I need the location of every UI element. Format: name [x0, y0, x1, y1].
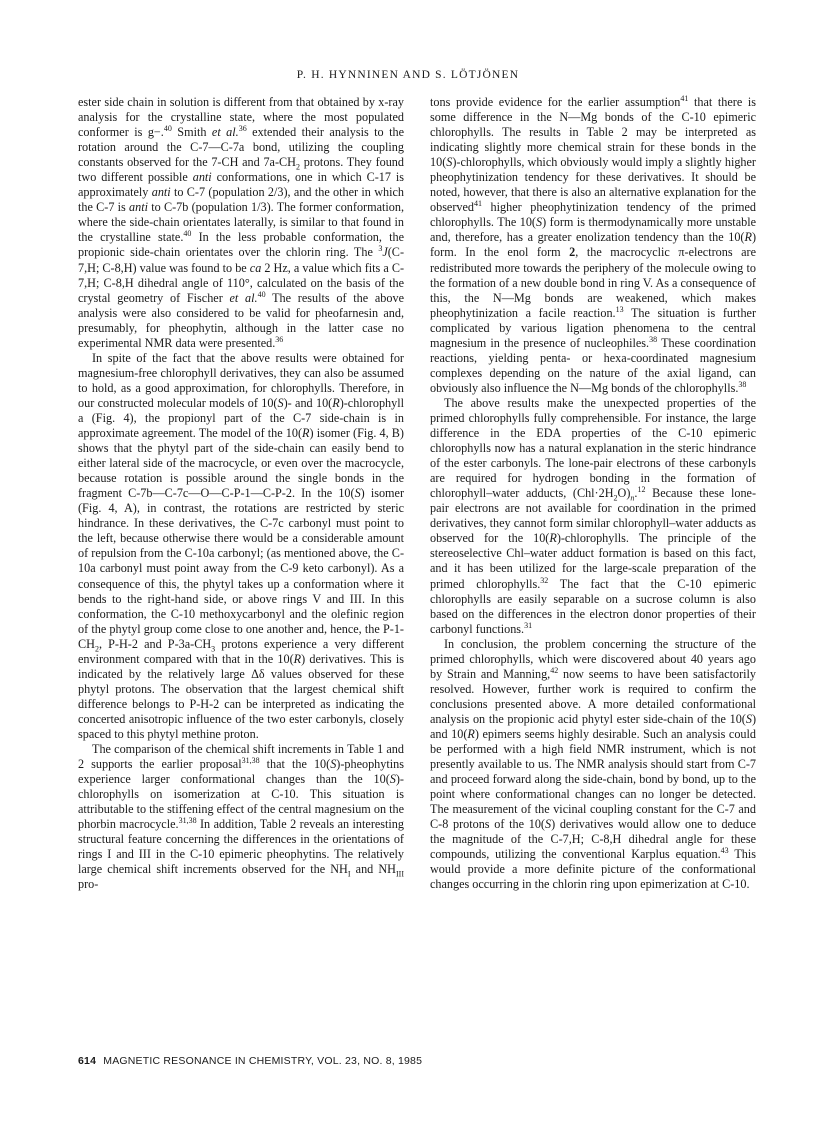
paragraph: The above results make the unexpected properties of the primed chlorophylls fully comprehensible. For instance, the large difference in the EDA properties of the C-10 epimeric chlorophylls now has a natural explanation in the steric hindrance of the ester carbonyls. The lone-pair electrons of these carbonyls are required for hydrogen bonding in the formation of chlorophyll–water adducts, $(Chl\cdot 2H_2O)_n.^{12}$ Because these lone-pair electrons are not available for coordination in the primed derivatives, they cannot form similar chlorophyll–water adducts as observed for the 10(R)-chlorophylls. The principle of the stereoselective Chl–water adduct formation is based on this fact, and it has been utilized for the large-scale preparation of the primed chlorophylls.$^{32}$ The fact that the C-10 epimeric chlorophylls are easily separable on a sucrose column is also based on the differences in the electron donor properties of their carbonyl functions.$^{31}$ — [430, 395, 757, 636]
left-column — [78, 95, 404, 892]
paragraph: In spite of the fact that the above results were obtained for magnesium-free chlorophyll derivatives, they can also be assumed to hold, as a good approximation, for chlorophylls. Therefore, in our constructed molecular models of 10(S)- and 10(R)-chlorophyll a (Fig. 4), the propionyl part of the C-7 side-chain is in approximate agreement. The model of the 10(R) isomer (Fig. 4, B) shows that the phytyl part of the side-chain can easily bend to either lateral side of the macrocycle, or even over the macrocycle, because rotation is possible around the single bonds in the fragment C-7b—C-7c—O—C-P-1—C-P-2. In the 10(S) isomer (Fig. 4, A), in contrast, the rotations are restricted by steric hindrance. In these derivatives, the C-7c carbonyl must point to the left, because otherwise there would be a considerable amount of repulsion from the C-10a carbonyl; (as mentioned above, the C-10a carbonyl must point away from the C-9 keto carbonyl). As a consequence of this, the phytyl takes up a conformation where it bends to the right-hand side, or above rings V and III. In this conformation, the C-10 methoxycarbonyl and the olefinic region of the phytyl group come close to one another and, hence, the $P-1-CH_2$, P-H-2 and $P-3a-CH_3$ protons experience a very different environment compared with that in the 10(R) derivatives. This is indicated by the relatively large Δδ values observed for these phytyl protons. The observation that the largest chemical shift difference belongs to P-H-2 can be interpreted as indicating the concerted anisotropic influence of the two ester carbonyls, closely spaced to this phytyl methine proton. — [78, 350, 404, 741]
paragraph: In conclusion, the problem concerning the structure of the primed chlorophylls, which were discovered about 40 years ago by Strain and Manning,$^{42}$ now seems to have been satisfactorily resolved. However, further work is required to confirm the conclusions presented above. A more detailed conformational analysis on the propionic acid phytyl ester side-chain of the 10(S) and 10(R) epimers seems highly desirable. Such an analysis could be performed with a high field NMR instrument, which is not presently available to us. The NMR analysis should start from C-7 and proceed forward along the side-chain, bond by bond, up to the point where conformational changes can no longer be detected. The measurement of the vicinal coupling constant for the C-7 and C-8 protons of the 10(S) derivatives would allow one to deduce the magnitude of the C-7,H; C-8,H dihedral angle for these compounds, utilizing the conventional Karplus equation.$^{43}$ This would provide a more definite picture of the conformational changes occurring in the chlorin ring upon epimerization at C-10. — [430, 636, 757, 892]
page-number: 614 — [78, 1055, 97, 1067]
page-footer — [78, 1055, 738, 1067]
paragraph: ester side chain in solution is different from that obtained by x-ray analysis for the crystalline state, where the most populated conformer is g−.$^{40}$ Smith et al.$^{36}$ extended their analysis to the rotation around the C-7—C-7a bond, utilizing the coupling constants observed for the 7-CH and $7a-CH_2$ protons. They found two different possible anti conformations, one in which C-17 is approximately anti to C-7 (population 2/3), and the other in which the C-7 is anti to C-7b (population 1/3). The former conformation, where the side-chain orientates laterally, is similar to that found in the crystalline state.$^{40}$ In the less probable conformation, the propionic side-chain orientates over the chlorin ring. The $^3$J(C-7,H; C-8,H) value was found to be ca 2 Hz, a value which fits a C-7,H; C-8,H dihedral angle of 110°, calculated on the basis of the crystal geometry of Fischer et al.$^{40}$ The results of the above analysis were also considered to be valid for pheofarnesin and, presumably, for pheophytin, although in the latter case no experimental NMR data were presented.$^{36}$ — [78, 95, 405, 350]
running-head: P. H. HYNNINEN AND S. LÖTJÖNEN — [296, 69, 520, 81]
paragraph: tons provide evidence for the earlier assumption$^{41}$ that there is some difference in the N—Mg bonds of the C-10 epimeric chlorophylls. The results in Table 2 may be interpreted as indicating slightly more chemical strain for these bonds in the 10(S)-chlorophylls, which obviously would imply a slightly higher pheophytinization tendency for these derivatives. It should be noted, however, that there is also an alternative explanation for the observed$^{41}$ higher pheophytinization tendency of the primed chlorophylls. The 10(S) form is thermodynamically more unstable and, therefore, has a greater enolization tendency than the 10(R) form. In the enol form 2, the macrocyclic π-electrons are redistributed more towards the periphery of the molecule owing to the formation of a new double bond in ring V. As a consequence of this, the N—Mg bonds are weakened, which makes pheophytinization a facile reaction.$^{13}$ The situation is further complicated by various ligation phenomena to the central magnesium in the presence of nucleophiles.$^{38}$ These coordination reactions, yielding penta- or hexa-coordinated magnesium complexes depending on the nature of the axial ligand, can obviously also influence the N—Mg bonds of the chlorophylls.$^{38}$ — [430, 93, 757, 395]
right-column — [430, 95, 756, 892]
journal-citation: MAGNETIC RESONANCE IN CHEMISTRY, VOL. 23, NO. 8, 1985 — [103, 1055, 423, 1067]
paragraph: The comparison of the chemical shift increments in Table 1 and 2 supports the earlier proposal$^{31,38}$ that the 10(S)-pheophytins experience larger conformational changes than the 10(S)-chlorophylls on isomerization at C-10. This situation is attributable to the stiffening effect of the central magnesium on the phorbin macrocycle.$^{31,38}$ In addition, Table 2 reveals an interesting structural feature concerning the differences in the orientations of rings I and III in the C-10 epimeric pheophytins. The relatively large chemical shift increments observed for the $NH_I$ and $NH_{III}$ pro- — [78, 742, 404, 892]
